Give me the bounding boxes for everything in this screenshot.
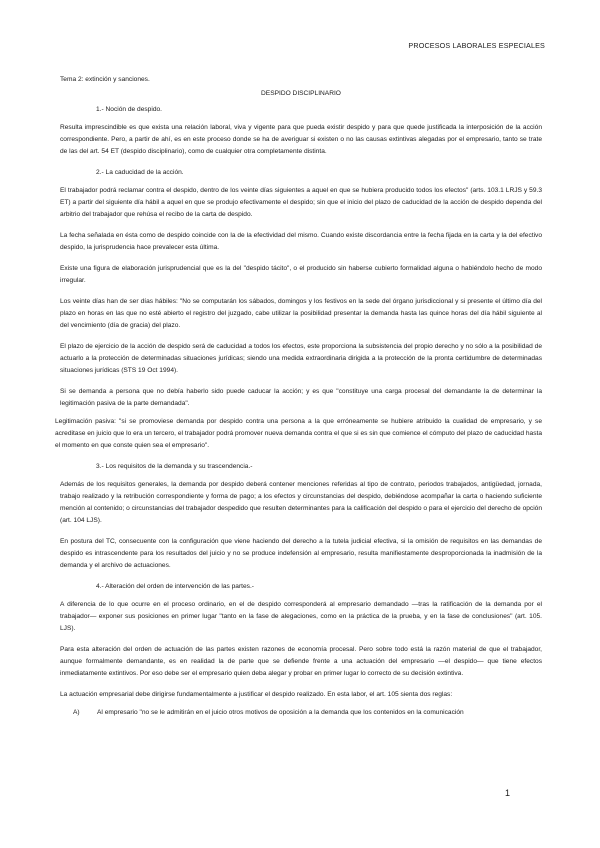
topic-line: Tema 2: extinción y sanciones. — [60, 76, 150, 83]
paragraph: La actuación empresarial debe dirigirse fundamentalmente a justificar el despido realizado. En esta labor, el art. 105 sienta dos reglas: — [60, 691, 453, 698]
running-header: PROCESOS LABORALES ESPECIALES — [408, 41, 545, 50]
section-heading-2: 2.- La caducidad de la acción. — [96, 169, 184, 176]
paragraph: La fecha señalada en ésta como de despido coincide con la de la efectividad del mismo. Cuando existe discordancia entre la fecha fijada en la carta y la del efectivo despido, la jurisprudencia hace prevalecer esta última. — [60, 232, 542, 251]
paragraph: Si se demanda a persona que no debía haberlo sido puede caducar la acción; y es que "constituye una carga procesal del demandante la de determinar la legitimación pasiva de la parte demandada". — [60, 388, 542, 407]
list-item-text: Al empresario "no se le admitirán en el juicio otros motivos de oposición a la demanda que los contenidos en la comunicación — [97, 709, 464, 716]
section-heading-3: 3.- Los requisitos de la demanda y su trascendencia.- — [96, 463, 253, 470]
paragraph: El trabajador podrá reclamar contra el despido, dentro de los veinte días siguientes a aquel en que se hubiera producido todos los efectos" (arts. 103.1 LRJS y 59.3 ET) a partir del siguiente día hábil a aquel en que se produjo efectivamente el despido; sin que el inicio del plazo de caducidad de la acción de despido dependa del arbitrio del trabajador que rehúsa el recibo de la carta de despido. — [60, 187, 542, 218]
paragraph-legitimacion: Legitimación pasiva: "si se promoviese demanda por despido contra una persona a la que erróneamente se hubiere atribuido la cualidad de empresario, y se acreditase en juicio que lo era un tercero, el trabajador podrá promover nueva demanda contra el que si es sin que comience el cómputo del plazo de caducidad hasta el momento en que conste quien sea el empresario". — [55, 418, 542, 449]
page-number: 1 — [504, 788, 510, 798]
paragraph: Además de los requisitos generales, la demanda por despido deberá contener menciones referidas al tipo de contrato, periodos trabajados, antigüedad, jornada, trabajo realizado y la retribución correspondiente y forma de pago; a los efectos y circunstancias del despido, debiéndose acompañar la carta o haciendo suficiente mención al contenido; o circunstancias del trabajador despedido que resulten determinantes para la calificación del despido o para el ejercicio del derecho de opción (art. 104 LJS). — [60, 481, 542, 524]
paragraph: En postura del TC, consecuente con la configuración que viene haciendo del derecho a la tutela judicial efectiva, si la omisión de requisitos en las demandas de despido es intrascendente para los resultados del juicio y no se produce indefensión al empresario, resulta manifiestamente desproporcionada la inadmisión de la demanda y el archivo de actuaciones. — [60, 538, 542, 569]
paragraph: A diferencia de lo que ocurre en el proceso ordinario, en el de despido corresponderá al empresario demandado —tras la ratificación de la demanda por el trabajador— exponer sus posiciones en primer lugar "tanto en la fase de alegaciones, como en la práctica de la prueba, y en la fase de conclusiones" (art. 105. LJS). — [60, 601, 542, 632]
paragraph: Existe una figura de elaboración jurisprudencial que es la del "despido tácito", o el producido sin haberse cubierto formalidad alguna o habiéndolo hecho de modo irregular. — [60, 265, 542, 284]
page-body — [55, 74, 542, 719]
list-marker: A) — [73, 709, 80, 716]
section-heading-4: 4.- Alteración del orden de intervención de las partes.- — [96, 583, 254, 590]
list-item — [60, 707, 542, 719]
paragraph: Los veinte días han de ser días hábiles: "No se computarán los sábados, domingos y los festivos en la sede del órgano jurisdiccional y si presente el último día del plazo en horas en las que no esté abierto el registro del juzgado, cabe utilizar la posibilidad presentar la demanda hasta las quince horas del día hábil siguiente al del vencimiento (día de gracia) del plazo. — [60, 298, 542, 329]
paragraph: Resulta imprescindible es que exista una relación laboral, viva y vigente para que pueda existir despido y para que quede justificada la interposición de la acción correspondiente. Pero, a partir de ahí, es en este proceso donde se ha de averiguar si existen o no las causas extintivas alegadas por el empresario, tanto se trate de las del art. 54 ET (despido disciplinario), como de cualquier otra completamente distinta. — [60, 124, 542, 155]
section-heading-1: 1.- Noción de despido. — [96, 106, 162, 113]
paragraph: El plazo de ejercicio de la acción de despido será de caducidad a todos los efectos, este proporciona la subsistencia del propio derecho y no sólo a la posibilidad de actuarlo a la protección de determinadas situaciones jurídicas; siendo una medida extraordinaria dirigida a la protección de la pronta certidumbre de determinadas situaciones jurídicas (STS 19 Oct 1994). — [60, 343, 542, 374]
paragraph: Para esta alteración del orden de actuación de las partes existen razones de economía procesal. Pero sobre todo está la razón material de que el trabajador, aunque formalmente demandante, es en realidad la de parte que se defiende frente a una actuación del empresario —el despido— que tiene efectos inmediatamente extintivos. Por eso debe ser el empresario quien deba alegar y probar en primer lugar lo correcto de su decisión extintiva. — [60, 646, 542, 677]
document-title: DESPIDO DISCIPLINARIO — [261, 90, 341, 97]
